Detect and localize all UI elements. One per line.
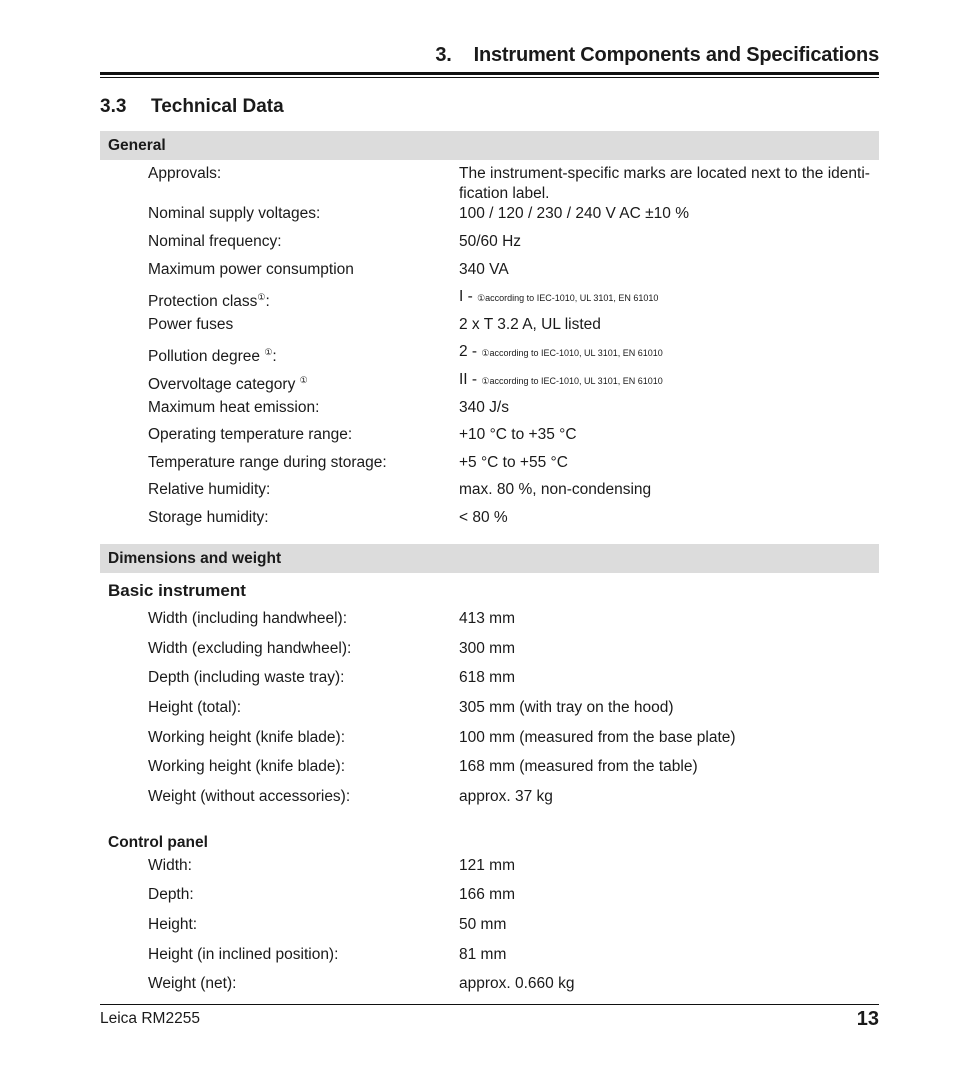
spec-value: 166 mm bbox=[459, 886, 515, 903]
spec-value: 305 mm (with tray on the hood) bbox=[459, 699, 674, 716]
spec-value: 81 mm bbox=[459, 946, 507, 963]
dimensions-band bbox=[100, 544, 879, 573]
spec-label: Operating temperature range: bbox=[148, 426, 353, 443]
spec-value: approx. 0.660 kg bbox=[459, 975, 575, 992]
spec-label: Protection class①: bbox=[148, 292, 270, 311]
spec-label: Depth (including waste tray): bbox=[148, 669, 345, 686]
spec-label: Width: bbox=[148, 857, 192, 874]
footnote: ①according to IEC-1010, UL 3101, EN 61010 bbox=[481, 376, 663, 386]
header-rule bbox=[100, 72, 879, 75]
chapter-number: 3. bbox=[435, 44, 452, 66]
spec-value: +5 °C to +55 °C bbox=[459, 454, 568, 471]
spec-label: Storage humidity: bbox=[148, 509, 269, 526]
spec-value: 100 / 120 / 230 / 240 V AC ±10 % bbox=[459, 205, 689, 222]
control-panel-title: Control panel bbox=[108, 834, 208, 851]
spec-label: Weight (without accessories): bbox=[148, 788, 351, 805]
dimensions-heading: Dimensions and weight bbox=[108, 550, 282, 567]
spec-label: Approvals: bbox=[148, 165, 222, 182]
spec-label: Width (including handwheel): bbox=[148, 610, 348, 627]
spec-label: Height (in inclined position): bbox=[148, 946, 339, 963]
spec-value: 168 mm (measured from the table) bbox=[459, 758, 698, 775]
spec-label: Depth: bbox=[148, 886, 194, 903]
header-rule-thin bbox=[100, 77, 879, 78]
spec-value: 50/60 Hz bbox=[459, 233, 522, 250]
basic-instrument-title: Basic instrument bbox=[108, 581, 246, 600]
spec-value: approx. 37 kg bbox=[459, 788, 553, 805]
general-band bbox=[100, 131, 879, 160]
spec-label: Height (total): bbox=[148, 699, 242, 716]
section-number: 3.3 bbox=[100, 96, 127, 117]
spec-label: Weight (net): bbox=[148, 975, 237, 992]
spec-label: Power fuses bbox=[148, 316, 234, 333]
spec-value: 50 mm bbox=[459, 916, 507, 933]
general-heading: General bbox=[108, 137, 166, 154]
spec-label: Pollution degree ①: bbox=[148, 347, 277, 366]
spec-label: Width (excluding handwheel): bbox=[148, 640, 352, 657]
spec-label: Working height (knife blade): bbox=[148, 729, 346, 746]
spec-value: max. 80 %, non-condensing bbox=[459, 481, 652, 498]
spec-label: Maximum power consumption bbox=[148, 261, 354, 278]
spec-label: Working height (knife blade): bbox=[148, 758, 346, 775]
spec-value: 413 mm bbox=[459, 610, 515, 627]
spec-label: Maximum heat emission: bbox=[148, 399, 320, 416]
footnote: ①according to IEC-1010, UL 3101, EN 61010 bbox=[477, 293, 659, 303]
spec-label: Height: bbox=[148, 916, 198, 933]
spec-value: 121 mm bbox=[459, 857, 515, 874]
spec-label: Overvoltage category ① bbox=[148, 375, 308, 394]
footnote: ①according to IEC-1010, UL 3101, EN 61010 bbox=[481, 348, 663, 358]
spec-label: Nominal supply voltages: bbox=[148, 205, 321, 222]
spec-value: 618 mm bbox=[459, 669, 515, 686]
spec-value: +10 °C to +35 °C bbox=[459, 426, 577, 443]
spec-value: II - ①according to IEC-1010, UL 3101, EN 61010 bbox=[459, 371, 663, 388]
section-heading bbox=[100, 96, 284, 118]
spec-value: The instrument-specific marks are located next to the identi- fication label. bbox=[459, 165, 870, 202]
spec-value: 340 VA bbox=[459, 261, 509, 278]
page-number: 13 bbox=[856, 1008, 879, 1030]
chapter-title-text: Instrument Components and Specifications bbox=[473, 44, 879, 66]
spec-value: 300 mm bbox=[459, 640, 515, 657]
chapter-title bbox=[100, 44, 879, 67]
spec-value: 100 mm (measured from the base plate) bbox=[459, 729, 736, 746]
section-title: Technical Data bbox=[151, 96, 284, 117]
spec-value: < 80 % bbox=[459, 509, 508, 526]
spec-label: Nominal frequency: bbox=[148, 233, 282, 250]
spec-label: Relative humidity: bbox=[148, 481, 271, 498]
spec-value: 2 - ①according to IEC-1010, UL 3101, EN 61010 bbox=[459, 343, 663, 360]
spec-value: 2 x T 3.2 A, UL listed bbox=[459, 316, 601, 333]
spec-value: I - ①according to IEC-1010, UL 3101, EN 61010 bbox=[459, 288, 659, 305]
footer-product: Leica RM2255 bbox=[100, 1010, 200, 1027]
spec-value: 340 J/s bbox=[459, 399, 509, 416]
footer-rule bbox=[100, 1004, 879, 1005]
spec-label: Temperature range during storage: bbox=[148, 454, 387, 471]
